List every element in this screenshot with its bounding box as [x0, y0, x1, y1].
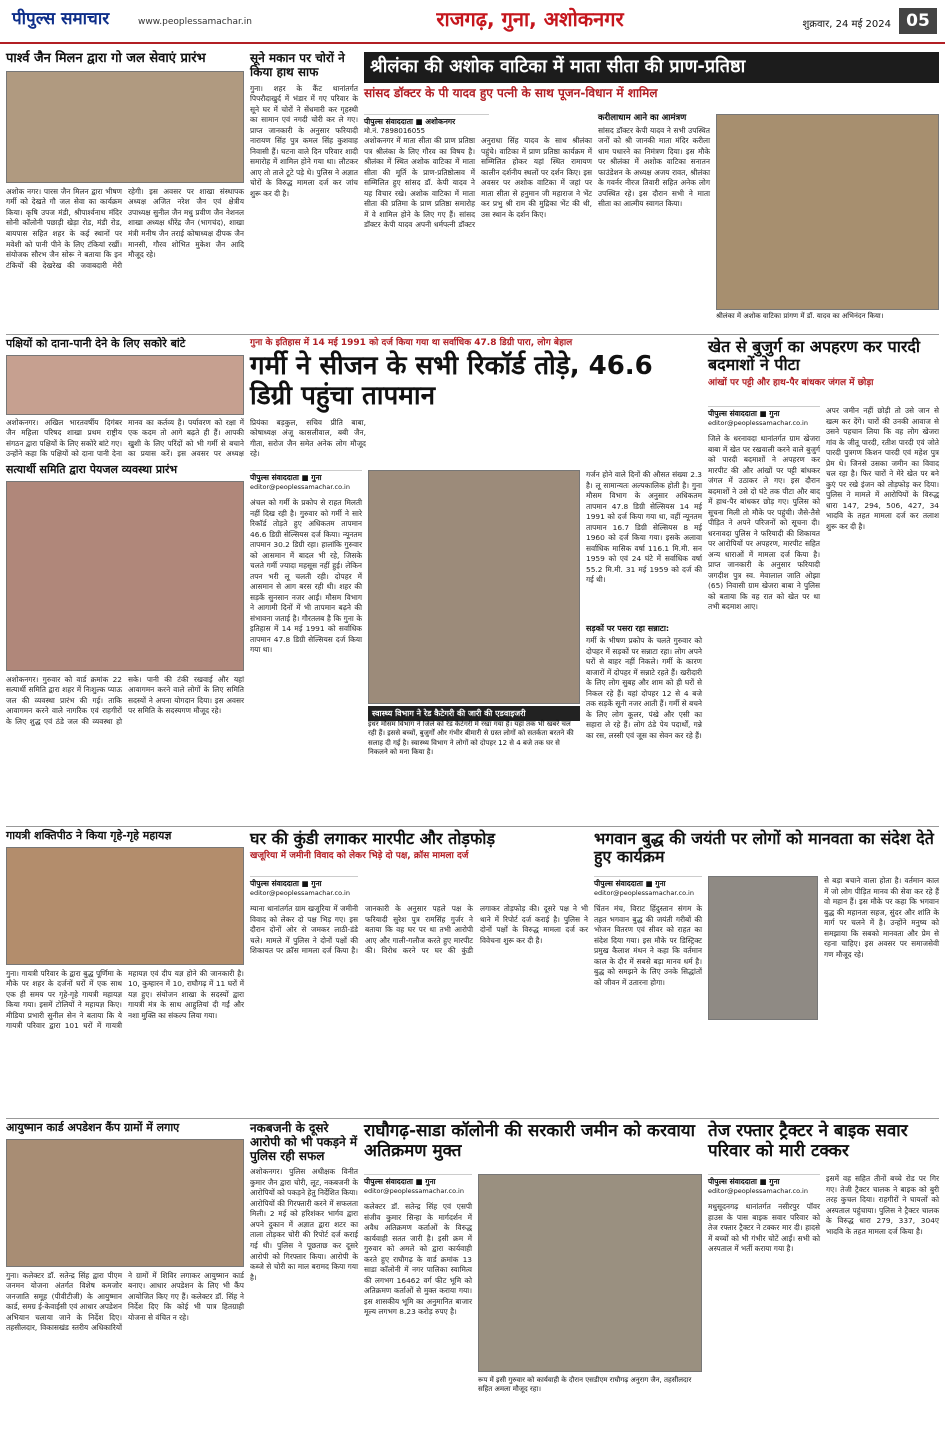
byline: पीपुल्स संवाददाता ■ अशोकनगर: [364, 114, 489, 127]
article-water-kiosk: [6, 464, 244, 822]
subheading: करीलाधाम आने का आमंत्रण: [598, 113, 687, 123]
article-theft: [250, 52, 358, 330]
email[interactable]: editor@peoplessamachar.co.in: [364, 1187, 464, 1195]
headline: भगवान बुद्ध की जयंती पर लोगों को मानवता का संदेश देते हुए कार्यक्रम: [594, 829, 934, 867]
byline-box: [364, 114, 489, 136]
article-body-2: सांसद डॉक्टर केपी यादव ने सभी उपस्थित जनों को श्री जानकी माता मंदिर करीला धाम पधारने का निमंत्रण दिया। इस मौके पर श्रीलंका में अशोक वाटिका सनातन फाउंडेशन के अध्यक्ष अजय रावत, श्रीलंका के गवर्नर नीरज तिवारी सहित अनेक लोग उपस्थित रहे। इस दौरान सभी ने माता सीता का आत्मीय स्वागत किया।: [598, 125, 710, 209]
byline: पीपुल्स संवाददाता ■ गुना: [708, 1174, 820, 1187]
byline: पीपुल्स संवाददाता ■ गुना: [708, 406, 820, 419]
photo-water-kiosk: [6, 481, 244, 671]
divider: [6, 334, 939, 335]
headline: पक्षियों को दाना-पानी देने के लिए सकोरे बांटे: [6, 337, 186, 350]
photo-jain-milan: [6, 71, 244, 183]
article-body-2: अपर जमीन नहीं छोड़ी तो उसे जान से खत्म कर देंगे। चारों की उनकी आवाज से उसने पहचान लिया कि वह लोग खेजरा गांव के जीतू पारदी, रतीश पारदी एवं जोते पारदी पुत्रगण किशन पारदी एवं महेश पुत्र प्रेम थे। जिनसे उसका जमीन का विवाद चल रहा है। फिर चारों ने मेरे खेत पर बने कुएं पर रखे इंजन को तोड़फोड़ कर दिया। पुलिस ने मामले में आरोपियों के विरुद्ध धारा 147, 294, 506, 427, 34 भादवि के तहत मामला दर्ज कर तलाश शुरू कर दी है।: [826, 406, 939, 531]
kicker: गुना के इतिहास में 14 मई 1991 को दर्ज किया गया था सर्वाधिक 47.8 डिग्री पारा, लोग बेहाल: [250, 338, 573, 348]
article-body: अशोक नगर। पारस जैन मिलन द्वारा भीषण गर्मी को देखते गौ जल सेवा का कार्यक्रम किया। कृषि उपज मंडी, श्रीपार्श्वनाथ मंदिर सोनी कॉलोनी पछाड़ी खेड़ा रोड, मंडी रोड, बायपास सहित शहर के कई स्थानों पर मवेशी को पानी पीने के लिए टंकियां रखीं। संयोजक सौरभ जैन सोरू ने बताया कि इन टंकियों की देखरेख की जवाबदारी मेरी रहेगी। इस अवसर पर शाखा संस्थापक अध्यक्ष अजित नरेश जैन एवं क्षेत्रीय उपाध्यक्ष सुनील जैन मधु प्रवीण जैन नेशनल शाखा अध्यक्ष धीरेंद्र जैन (भागचंद), शाखा मंत्री मनीष जैन तराई कोषाध्यक्ष दीपक जैन मानसी, गौरव शोभित मुकेश जैन आदि मौजूद रहे।: [6, 186, 244, 270]
photo-caption: श्रीलंका में अशोक वाटिका प्रांगण में डॉ. यादव का अभिनंदन किया।: [716, 312, 884, 320]
article-body-2: से बड़ा बचाने वाला होता है। वर्तमान काल में जो लोग पीड़ित मानव की सेवा कर रहे हैं वो महान हैं। इस मौके पर कहा कि भगवान बुद्ध की महानता सहज, सुंदर और शांति के मार्ग पर चलने में है। उन्होंने मनुष्य को समझाया कि सबको मानवता और प्रेम से रहना चाहिए। इस अवसर पर समाजसेवी गण मौजूद रहे।: [824, 876, 939, 959]
headline: आयुष्मान कार्ड अपडेशन कैंप ग्रामों में लगाए: [6, 1121, 180, 1134]
article-burglary-arrest: [250, 1122, 358, 1440]
article-tractor-accident: [708, 1122, 939, 1440]
article-body: गुना। गायत्री परिवार के द्वारा बुद्ध पूर्णिमा के मौके पर शहर के दर्जनों घरों में एक साथ एक ही समय पर गृहे-गृहे गायत्री महायज्ञ किया गया। इसमें टोलियों ने महायज्ञ किए। मीडिया प्रभारी सुनील सेन ने बताया कि ये गायत्री परिवार द्वारा 101 घरों में गायत्री महायज्ञ एवं दीप यज्ञ होने की जानकारी है। 10, कुम्हारन में 10, राघौगढ़ में 11 घरों में यज्ञ हुए। संयोजन शाखा के सदस्यों द्वारा गायत्री मंत्र के साथ आहुतियां दी गईं और नशा मुक्ति का संकल्प लिया गया।: [6, 968, 244, 1031]
headline: खेत से बुजुर्ग का अपहरण कर पारदी बदमाशों ने पीटा: [708, 337, 921, 375]
headline: राघौगढ़-साडा कॉलोनी की सरकारी जमीन को करवाया अतिक्रमण मुक्त: [364, 1121, 696, 1161]
article-body-2: गर्जन होने वाले दिनों की औसत संख्या 2.3 है। लू सामान्यतः अल्पकालिक होती है। गुना मौसम विभाग के अनुसार अधिकतम तापमान 47.8 डिग्री सेल्सियस 14 मई 1991 को दर्ज किया गया था, वहीं न्यूनतम तापमान 16.7 डिग्री सेल्सियस 8 मई 1960 को दर्ज किया गया। इसके अलावा सर्वाधिक मासिक वर्षा 116.1 मि.मी. सन 1959 को एवं 24 घंटे में सर्वाधिक वर्षा 55.2 मि.मी. 31 मई 1959 को दर्ज की गई थी।: [586, 470, 702, 585]
newspaper-logo: पीपुल्स समाचार: [12, 9, 110, 29]
article-body: गुना। कलेक्टर डॉ. सतेन्द्र सिंह द्वारा पीएम जनमन योजना अंतर्गत विशेष कमजोर जनजाति समूह (पीवीटीजी) के आयुष्मान कार्ड, समग्र ई-केवाईसी एवं आधार अपडेशन अभियान चलाया जाने के निर्देश दिए। तहसीलदार, विकासखंड स्तरीय अधिकारियों ने ग्रामों में शिविर लगाकर आयुष्मान कार्ड बनाए। आधार अपडेशन के लिए भी कैंप आयोजित किए गए हैं। कलेक्टर डॉ. सिंह ने निर्देश दिए कि कोई भी पात्र हितग्राही योजना से वंचित न रहे।: [6, 1270, 244, 1333]
article-body: म्याना थानांतर्गत ग्राम खजूरिया में जमीनी विवाद को लेकर दो पक्ष भिड़ गए। इस दौरान दोनों ओर से जमकर लाठी-डंडे चले। मामले में पुलिस ने दोनों पक्षों की शिकायत पर क्रॉस मामला दर्ज किया है। जानकारी के अनुसार पहले पक्ष के फरियादी सुरेश पुत्र रामसिंह गुर्जर ने बताया कि वह घर पर था तभी आरोपी आए और गाली-गलौज करते हुए मारपीट की। विरोध करने पर घर की कुंडी लगाकर तोड़फोड़ की। दूसरे पक्ष ने भी थाने में रिपोर्ट दर्ज कराई है। पुलिस ने दोनों पक्षों के विरुद्ध मामला दर्ज कर विवेचना शुरू कर दी है।: [250, 904, 588, 956]
photo-encroachment-removal: [478, 1174, 702, 1372]
article-body: मधुसूदनगढ़ थानांतर्गत नसीरपुर पॉवर हाउस के पास बाइक सवार परिवार को तेज रफ्तार ट्रैक्टर ने टक्कर मार दी। हादसे में बच्चों को भी गंभीर चोटें आईं। सभी को अस्पताल में भर्ती कराया गया है।: [708, 1202, 820, 1254]
article-body: जिले के धरनावदा थानांतर्गत ग्राम खेजरा बाबा में खेत पर रखवाली करने वाले बुजुर्ग को पारदी बदमाशों ने अपहरण कर मारपीट की और आंखों पर पट्टी बांधकर जंगल में उठाकर ले गए। इस दौरान बदमाशों ने उसे दो घंटे तक पीटा और बाद में हाथ-पैर बांधकर छोड़ गए। पुलिस को सूचना मिली तो मौके पर पहुंची। जैसे-तैसे पीड़ित ने अपने परिजनों को सूचना दी। धरनावदा पुलिस ने फरियादी की शिकायत पर आरोपियों पर अपहरण, मारपीट सहित अन्य धाराओं में मामला दर्ज किया है। प्राप्त जानकारी के अनुसार फरियादी जगदीश पुत्र स्व. मेवालाल जाति ओझा (65) निवासी ग्राम खेजरा बाबा ने पुलिस को बताया कि वह रात को खेत पर था तभी बदमाश आए।: [708, 434, 820, 612]
article-clash: [250, 830, 588, 1114]
byline: पीपुल्स संवाददाता ■ गुना: [364, 1174, 472, 1187]
article-jain-milan: [6, 52, 244, 330]
photo-caption: रूप में इसी गुरुवार को कार्यवाही के दौरान एसडीएम राघौगढ़ अनुराग जैन, तहसीलदार सहित अमला मौजूद रहा।: [478, 1376, 692, 1394]
article-buddha: [594, 830, 939, 1114]
photo-child-heat: [368, 470, 580, 704]
article-body: अशोकनगर। गुरुवार को वार्ड क्रमांक 22 सत्यार्थी समिति द्वारा शहर में निःशुल्क प्याऊ जल की व्यवस्था प्रारंभ की गई। ताकि आवागमन करने वाले नागरिक एवं राहगीरों के लिए शुद्ध एवं ठंडे जल की व्यवस्था हो सके। पानी की टंकी रखवाई और यहां आवागमन करने वाले लोगों के लिए समिति सदस्यों ने अपना योगदान दिया। इस अवसर पर समिति के सदस्यगण मौजूद रहे।: [6, 674, 244, 726]
headline: सत्यार्थी समिति द्वारा पेयजल व्यवस्था प्रारंभ: [6, 463, 178, 476]
article-kidnapping: [708, 338, 939, 822]
issue-date: शुक्रवार, 24 मई 2024: [802, 19, 891, 30]
article-body: चिंतन मंच, विराट हिंदुस्तान संगम के तहत भगवान बुद्ध की जयंती गरीबों की भोजन वितरण एवं सीवर को राहत का संदेश दिया गया। इस मौके पर डिस्ट्रिक्ट प्रमुख कैलाश मंथन ने कहा कि वर्तमान काल के दौर में सबसे बड़ा मानव धर्म है। बुद्ध को समझने के लिए उनके सिद्धांतों को जीवन में उतारना होगा।: [594, 904, 702, 987]
photo-ayushman-camp: [6, 1139, 244, 1267]
article-body: अशोकनगर। अखिल भारतवर्षीय दिगंबर जैन महिला परिषद शाखा प्रथम राष्ट्रीय संगठन द्वारा पक्षियों के लिए सकोरे बांटे गए। उन्होंने कहा कि पक्षियों को दाना पानी देना मानव का कर्तव्य है। पर्यावरण को रक्षा में एक कदम तो आगे बढ़ते ही हैं। आपकी खुशी के लिए परिंदों को भी गर्मी से बचाने का प्रयास करें। इस अवसर पर अध्यक्ष प्रियंका बड़कुल, सचिव प्रीति बाबा, कोषाध्यक्ष अंजू कासलीवाल, बबी जैन, गीता, सरोज जैन समेत अनेक लोग मौजूद रहे।: [6, 417, 366, 459]
article-ashok-vatika: [364, 52, 939, 330]
subhead: सांसद डॉक्टर के पी यादव हुए पत्नी के साथ पूजन-विधान में शामिल: [364, 85, 658, 100]
photo-yagya: [6, 847, 244, 965]
subheading: सड़कों पर पसरा रहा सन्नाटा:: [586, 624, 670, 633]
byline: पीपुल्स संवाददाता ■ गुना: [250, 470, 362, 483]
article-body-2: इसमें वह सहित तीनों बच्चे रोड पर गिर गए। तेजी ट्रैक्टर चालक ने बाइक को बुरी तरह कुचल दिया। राहगीरों ने घायलों को अस्पताल पहुंचाया। पुलिस ने ट्रैक्टर चालक के विरुद्ध धारा 279, 337, 304ए भादवि के तहत मामला दर्ज किया है।: [826, 1174, 939, 1236]
website-url[interactable]: www.peoplessamachar.in: [138, 17, 252, 27]
headline: नकबजनी के दूसरे आरोपी को भी पकड़ने में पुलिस रही सफल: [250, 1121, 358, 1163]
article-gayatri: [6, 830, 244, 1114]
photo-sri-lanka: [716, 114, 939, 310]
subhead: आंखों पर पट्टी और हाथ-पैर बांधकर जंगल में छोड़ा: [708, 377, 874, 388]
headline: सूने मकान पर चोरों ने किया हाथ साफ: [250, 51, 345, 79]
page-number: 05: [899, 8, 937, 34]
article-body: कलेक्टर डॉ. सतेन्द्र सिंह एवं एसपी संजीव कुमार सिन्हा के मार्गदर्शन में अवैध अतिक्रमण कर्ताओं के विरुद्ध कार्यवाही सतत जारी है। इसी क्रम में गुरुवार को अमले को द्वारा कार्यवाही करते हुए राघौगढ़ के वार्ड क्रमांक 13 साडा कॉलोनी में नगर पालिका स्वामित्व की लगभग 16462 वर्ग फीट भूमि को अतिक्रमण कर्ताओं से मुक्त कराया गया। इस शासकीय भूमि का अनुमानित बाजार मूल्य लगभग 8.23 करोड़ रुपए है।: [364, 1202, 472, 1317]
email[interactable]: editor@peoplessamachar.co.in: [594, 889, 694, 897]
email[interactable]: editor@peoplessamachar.co.in: [250, 483, 350, 491]
article-body: अंचल को गर्मी के प्रकोप से राहत मिलती नहीं दिख रही है। गुरुवार को गर्मी ने सारे रिकॉर्ड तोड़ते हुए अधिकतम तापमान 46.6 डिग्री सेल्सियस दर्ज किया। न्यूनतम तापमान 30.2 डिग्री रहा। हालांकि गुरुवार को आसमान में बादल भी रहे, जिसके चलते गर्मी ज्यादा महसूस नहीं हुई। लेकिन तपन भरी लू चलती रही। दोपहर में आसमान से आग बरस रही थी। शहर की सड़कें सुनसान नजर आईं। मौसम विभाग ने आगामी दिनों में भी तापमान बढ़ने की संभावना जताई है। गौरतलब है कि गुना के इतिहास में 14 मई 1991 को सर्वाधिक तापमान 47.8 डिग्री सेल्सियस दर्ज किया गया था।: [250, 498, 362, 655]
photo-buddha-event: [708, 876, 818, 1020]
article-bird-pots: [6, 337, 366, 460]
article-encroachment: [364, 1122, 702, 1440]
subhead: खजूरिया में जमीनी विवाद को लेकर भिड़े दो पक्ष, क्रॉस मामला दर्ज: [250, 851, 469, 862]
headline: पार्श्व जैन मिलन द्वारा गो जल सेवाएं प्रारंभ: [6, 51, 206, 66]
email[interactable]: editor@peoplessamachar.co.in: [708, 419, 808, 427]
article-body: अशोकनगर। पुलिस अधीक्षक विनीत कुमार जैन द्वारा चोरी, लूट, नकबजनी के आरोपियों को पकड़ने हेतु निर्देशित किया। आरोपियों की गिरफ्तारी करने में सफलता मिली। 2 मई को हरिशंकर भार्गव द्वारा अपने दुकान में अज्ञात द्वारा शटर का ताला तोड़कर चोरी की रिपोर्ट दर्ज कराई गई थी। पुलिस ने पूछताछ कर दूसरे आरोपी को गिरफ्तार किया। आरोपी के कब्जे से चोरी का माल बरामद किया गया है।: [250, 1167, 358, 1282]
contact: मो.नं. 7898016055: [364, 127, 426, 135]
email[interactable]: editor@peoplessamachar.co.in: [708, 1187, 808, 1195]
caption-heading: स्वास्थ्य विभाग ने रेड कैटेगरी की जारी की एडवाइजरी: [368, 706, 580, 721]
divider: [6, 1118, 939, 1119]
masthead: [0, 0, 945, 44]
headline: तेज रफ्तार ट्रैक्टर ने बाइक सवार परिवार को मारी टक्कर: [708, 1121, 908, 1161]
headline: श्रीलंका की अशोक वाटिका में माता सीता की प्राण-प्रतिष्ठा: [364, 52, 939, 83]
caption-body: इधर मौसम विभाग ने जिले को रेड कैटेगरी में रखा गया है। यहां तक भी खबरें चल रही हैं। इससे बच्चों, बुजुर्गों और गंभीर बीमारी से ग्रस्त लोगों को सतर्कता बरतने की सलाह दी गई है। स्वास्थ्य विभाग ने लोगों को दोपहर 12 से 4 बजे तक घर से निकलने को मना किया है।: [368, 720, 574, 757]
section-title: राजगढ़, गुना, अशोकनगर: [436, 7, 624, 31]
email[interactable]: editor@peoplessamachar.co.in: [250, 889, 350, 897]
divider: [6, 826, 939, 827]
article-body-3: गर्मी के भीषण प्रकोप के चलते गुरुवार को दोपहर में सड़कों पर सन्नाटा रहा। लोग अपने घरों से बाहर नहीं निकले। गर्मी के कारण बाजारों में दोपहर में सन्नाटे रहते हैं। खरीदारी के लिए लोग सुबह और शाम को ही घरों से निकल रहे हैं। यहां दोपहर 12 से 4 बजे तक सड़कें सूनी नजर आती हैं। गर्मी से बचने के लिए लोग कूलर, पंखे और एसी का सहारा ले रहे हैं। लोग ठंडे पेय पदार्थों, गन्ने का रस, लस्सी एवं जूस का सेवन कर रहे हैं।: [586, 636, 702, 740]
photo-bird-pots: [6, 355, 244, 415]
headline: गायत्री शक्तिपीठ ने किया गृहे-गृहे महायज्ञ: [6, 829, 172, 842]
article-ayushman: [6, 1122, 244, 1440]
headline: गर्मी ने सीजन के सभी रिकॉर्ड तोड़े, 46.6 डिग्री पहुंचा तापमान: [250, 351, 653, 412]
article-body: गुना। शहर के कैंट थानांतर्गत पिपरौदाखुर्द में भंडार में गए परिवार के सूने घर में चोरों ने सेंधमारी कर गृहस्थी का सामान एवं नगदी चोरी कर ले गए। प्राप्त जानकारी के अनुसार फरियादी नारायण सिंह पुत्र कमल सिंह कुशवाह निवासी हैं। घटना वाले दिन परिवार शादी समारोह में शामिल होने गया था। लौटकर आए तो ताले टूटे पड़े थे। पुलिस ने अज्ञात चोरों के विरुद्ध मामला दर्ज कर जांच शुरू कर दी है।: [250, 83, 358, 198]
article-body: अशोकनगर में माता सीता की प्राण प्रतिष्ठा पत्र श्रीलंका के लिए गौरव का विषय है। श्रीलंका में स्थित अशोक वाटिका में माता सीता की मूर्ति के प्राण-प्रतिष्ठोत्सव में सम्मिलित हुए सांसद डॉ. केपी यादव ने यह विचार रखे। अशोक वाटिका में माता सीता की प्रतिमा के प्राण प्रतिष्ठा समारोह में वे शामिल होने के लिए गए हैं। सांसद डॉक्टर केपी यादव अपनी धर्मपत्नी डॉक्टर अनुराधा सिंह यादव के साथ श्रीलंका पहुंचे। वाटिका में प्राण प्रतिष्ठा कार्यक्रम में सम्मिलित होकर यहां स्थित रामायण कालीन दर्शनीय स्थलों पर दर्शन किए। इस अवसर पर अशोक वाटिका में जहां पर माता सीता से हनुमान जी महाराज ने भेंट कर प्रभु श्री राम की मुद्रिका भेंट की थी, उस स्थान के दर्शन किए।: [364, 136, 592, 230]
headline: घर की कुंडी लगाकर मारपीट और तोड़फोड़: [250, 829, 496, 848]
byline: पीपुल्स संवाददाता ■ गुना: [594, 876, 702, 889]
article-heatwave: [250, 338, 702, 822]
byline: पीपुल्स संवाददाता ■ गुना: [250, 876, 358, 889]
